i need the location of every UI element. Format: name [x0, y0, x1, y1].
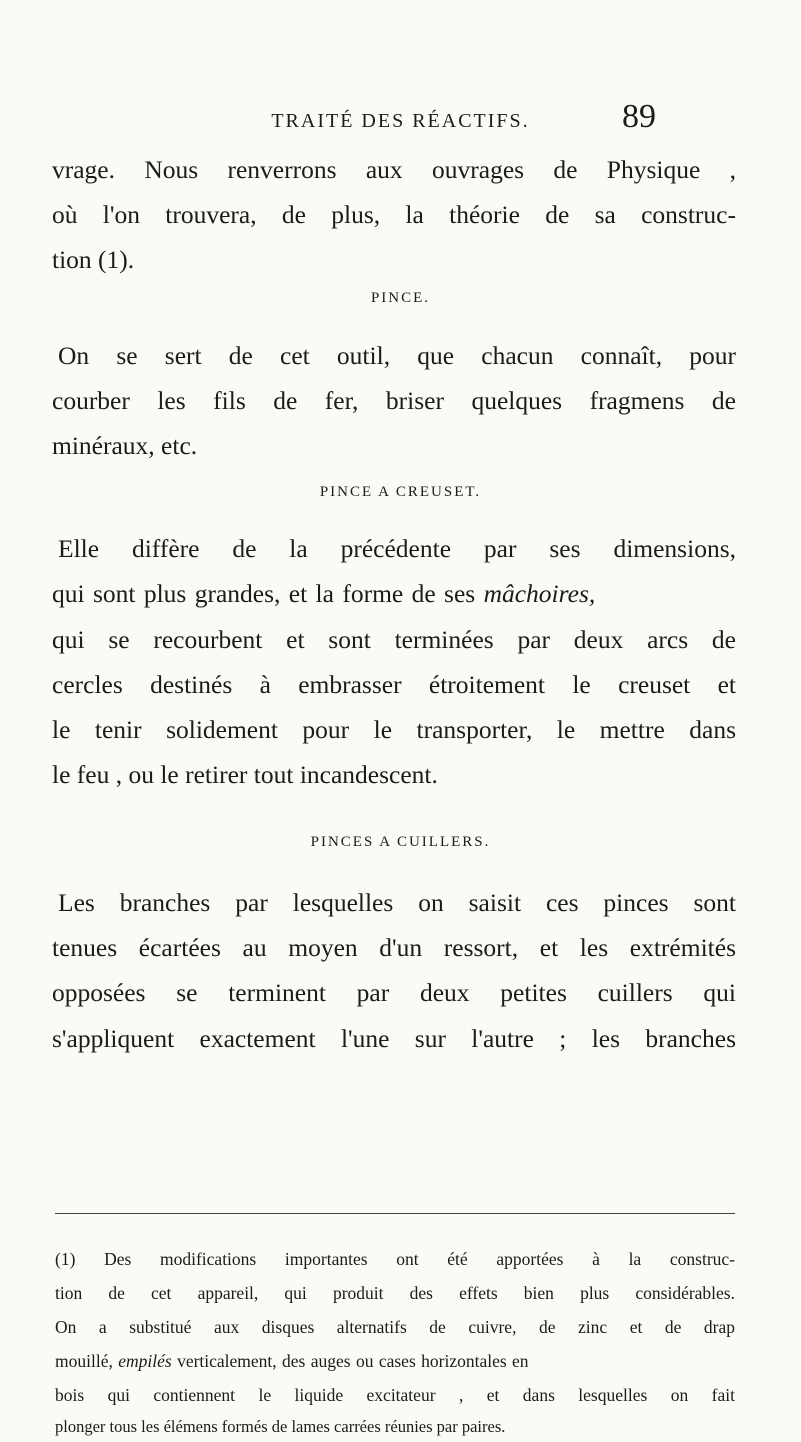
section-heading-pinces-cuillers: PINCES A CUILLERS. [310, 834, 491, 850]
text-run: mouillé, [55, 1351, 119, 1371]
footnote-line: On a substitué aux disques alternatifs de cuivre, de zinc et de drap [55, 1317, 735, 1337]
text-line: Elle diffère de la précédente par ses dimensions, [58, 534, 736, 563]
italic-term: empilés [118, 1351, 172, 1371]
text-line: qui se recourbent et sont terminées par deux arcs de [52, 625, 736, 654]
page-number: 89 [622, 98, 656, 135]
text-line: tenues écartées au moyen d'un ressort, et les extrémités [52, 933, 736, 962]
text-line: On se sert de cet outil, que chacun connaît, pour [58, 341, 736, 370]
italic-term: mâchoires, [483, 579, 596, 608]
text-line: le tenir solidement pour le transporter, le mettre dans [52, 715, 736, 744]
text-line: courber les fils de fer, briser quelques fragmens de [52, 386, 736, 415]
text-run: qui sont plus grandes, et la forme de ses [52, 579, 484, 608]
text-line: opposées se terminent par deux petites cuillers qui [52, 978, 736, 1007]
text-line: tion (1). [52, 245, 135, 274]
footnote-divider [55, 1213, 735, 1214]
text-line [52, 581, 736, 607]
footnote-line: (1) Des modifications importantes ont été apportées à la construc- [55, 1249, 735, 1269]
text-line: minéraux, etc. [52, 431, 198, 460]
footnote-line [55, 1353, 735, 1371]
text-line: s'appliquent exactement l'une sur l'autre ; les branches [52, 1024, 736, 1053]
text-line: où l'on trouvera, de plus, la théorie de sa construc- [52, 200, 736, 229]
text-line: Les branches par lesquelles on saisit ces pinces sont [58, 888, 736, 917]
running-title: TRAITÉ DES RÉACTIFS. [271, 110, 530, 132]
text-run: verticalement, des auges ou cases horizontales en [171, 1351, 529, 1371]
footnote-line: bois qui contiennent le liquide excitateur , et dans lesquelles on fait [55, 1385, 735, 1405]
footnote-line: plonger tous les élémens formés de lames carrées réunies par paires. [55, 1417, 506, 1436]
text-line: le feu , ou le retirer tout incandescent. [52, 760, 438, 789]
text-line: cercles destinés à embrasser étroitement le creuset et [52, 670, 736, 699]
text-line: vrage. Nous renverrons aux ouvrages de Physique , [52, 155, 736, 184]
footnote-line: tion de cet appareil, qui produit des effets bien plus considérables. [55, 1283, 735, 1303]
section-heading-pince: PINCE. [370, 290, 431, 306]
section-heading-pince-creuset: PINCE A CREUSET. [319, 484, 482, 500]
